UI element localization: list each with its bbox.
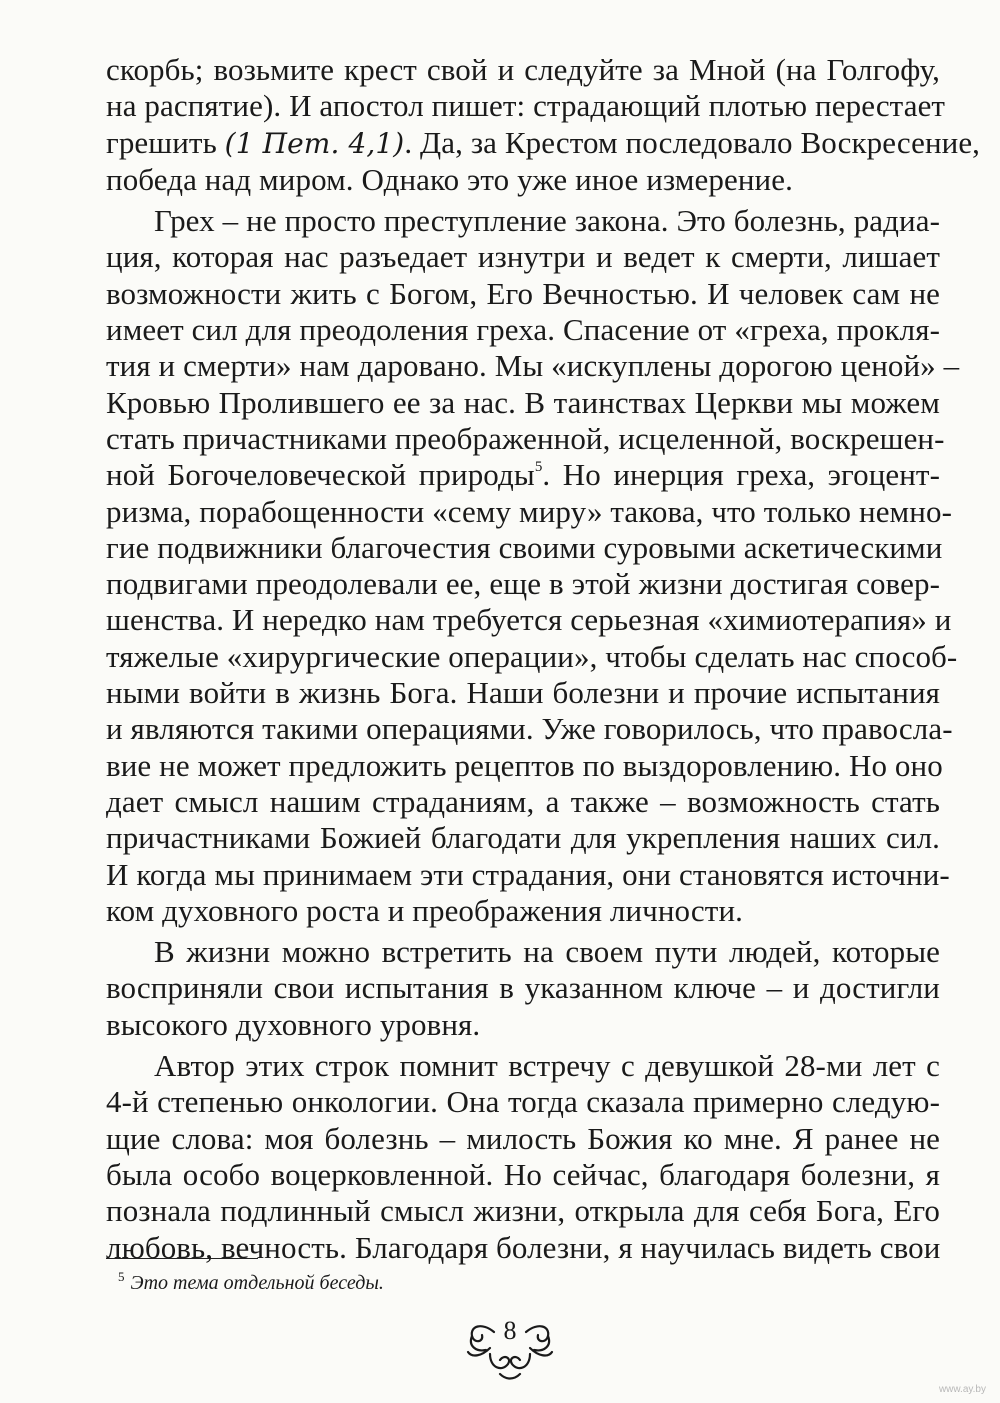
text-line: возможности жить с Богом, Его Вечностью. И человек сам не <box>106 275 940 311</box>
footnote-marker: 5 <box>534 459 543 476</box>
footnote <box>118 1269 384 1295</box>
paragraph-2 <box>106 203 960 929</box>
text-line: имеет сил для преодоления греха. Спасение от «греха, прокля- <box>106 312 940 348</box>
text-line: любовь, вечность. Благодаря болезни, я научилась видеть свои <box>106 1229 941 1265</box>
text-line: высокого духовного уровня. <box>106 1006 481 1042</box>
text-line: тяжелые «хирургические операции», чтобы сделать нас способ- <box>106 638 958 674</box>
text-line: грешить (1 Пет. 4,1). Да, за Крестом последовало Воскресение, <box>106 124 981 160</box>
text-line: щие слова: моя болезнь – милость Божия ко мне. Я ранее не <box>106 1120 940 1156</box>
text-line: ция, которая нас разъедает изнутри и ведет к смерти, лишает <box>106 239 940 275</box>
text-line: тия и смерти» нам даровано. Мы «искуплены дорогою ценой» – <box>106 348 960 384</box>
text-line: ризма, порабощенности «сему миру» такова, что только немно- <box>106 493 952 529</box>
text-line: и являются такими операциями. Уже говорилось, что правосла- <box>106 711 953 747</box>
text-line: победа над миром. Однако это уже иное измерение. <box>106 161 793 197</box>
text-line: И когда мы принимаем эти страдания, они становятся источни- <box>106 856 950 892</box>
text-line: ной Богочеловеческой природы$^5$. Но инерция греха, эгоцент- <box>106 457 941 493</box>
footnote-number: 5 <box>118 1269 125 1284</box>
text-line: познала подлинный смысл жизни, открыла для себя Бога, Его <box>106 1193 940 1229</box>
text-line: В жизни можно встретить на своем пути людей, которые <box>154 934 940 970</box>
text-line: причастниками Божией благодати для укрепления наших сил. <box>106 820 940 856</box>
watermark: www.ay.by <box>938 1384 986 1395</box>
text-line: шенства. И нередко нам требуется серьезная «химиотерапия» и <box>106 602 952 638</box>
text-line: ными войти в жизнь Бога. Наши болезни и прочие испытания <box>106 675 940 711</box>
text-line: вие не может предложить рецептов по выздоровлению. Но оно <box>106 747 943 783</box>
text-line: восприняли свои испытания в указанном ключе – и достигли <box>106 970 940 1006</box>
text-line: гие подвижники благочестия своими суровыми аскетическими <box>106 529 943 565</box>
text-line: подвигами преодолевали ее, еще в этой жизни достигая совер- <box>106 566 940 602</box>
footnote-text: Это тема отдельной беседы. <box>130 1272 384 1294</box>
page-number-ornament <box>460 1318 560 1384</box>
page-body <box>106 52 981 1266</box>
footnote-divider <box>106 1258 258 1259</box>
text-line: была особо воцерковленной. Но сейчас, благодаря болезни, я <box>106 1156 940 1192</box>
text-line: на распятие). И апостол пишет: страдающий плотью перестает <box>106 88 946 124</box>
text-line: Кровью Пролившего ее за нас. В таинствах Церкви мы можем <box>106 384 940 420</box>
text-line: ком духовного роста и преображения личности. <box>106 892 743 928</box>
paragraph-1 <box>106 52 981 198</box>
text-line: дает смысл нашим страданиям, а также – возможность стать <box>106 783 940 819</box>
paragraph-4 <box>106 1048 940 1266</box>
text-line: Грех – не просто преступление закона. Это болезнь, радиа- <box>154 203 940 239</box>
text-line: 4-й степенью онкологии. Она тогда сказала примерно следую- <box>106 1084 940 1120</box>
text-line: стать причастниками преображенной, исцеленной, воскрешен- <box>106 420 945 456</box>
page-number: 8 <box>503 1316 517 1345</box>
text-line: скорбь; возьмите крест свой и следуйте за Мной (на Голгофу, <box>106 52 940 87</box>
scripture-reference: (1 Пет. 4,1) <box>224 126 405 160</box>
paragraph-3 <box>106 934 940 1043</box>
text-line: Автор этих строк помнит встречу с девушкой 28-ми лет с <box>154 1048 940 1084</box>
